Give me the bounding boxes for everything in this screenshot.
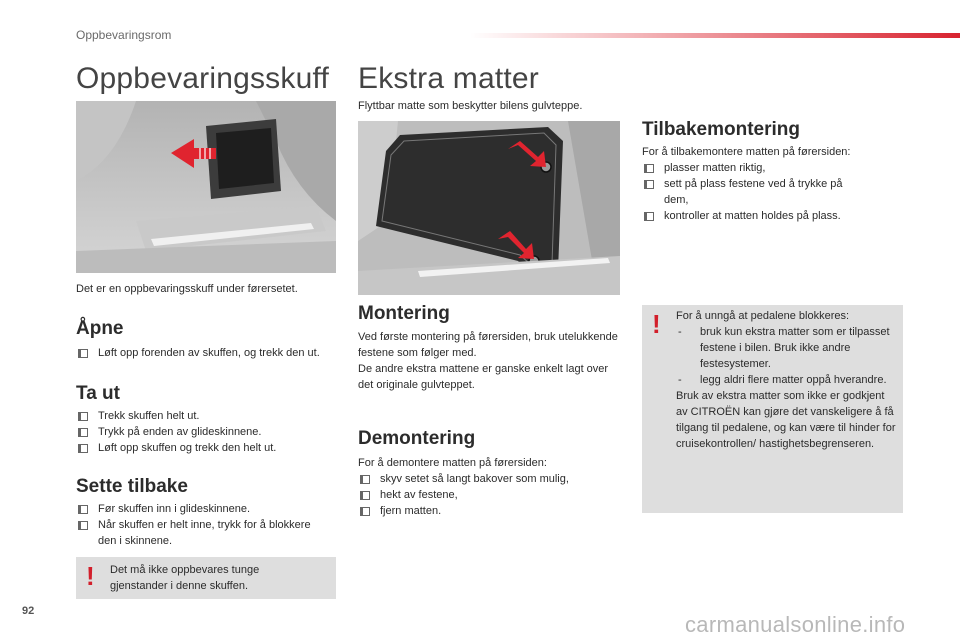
removal-intro: For å demontere matten på førersiden: [358, 457, 547, 469]
drawer-photo [76, 101, 336, 273]
remove-heading: Ta ut [76, 383, 120, 404]
section-header: Oppbevaringsrom [76, 28, 172, 42]
list-item: fjern matten. [358, 503, 623, 519]
open-heading: Åpne [76, 318, 124, 339]
pedal-warning-intro: For å unngå at pedalene blokkeres: [676, 310, 850, 322]
list-item: Før skuffen inn i glideskinnene. [76, 501, 316, 517]
pedal-warning-box [642, 305, 903, 513]
removal-heading: Demontering [358, 428, 476, 449]
open-steps [76, 345, 341, 361]
refit-heading: Sette tilbake [76, 476, 188, 497]
list-item: skyv setet så langt bakover som mulig, [358, 471, 623, 487]
list-item: Løft opp skuffen og trekk den helt ut. [76, 440, 341, 456]
drawer-photo-caption: Det er en oppbevaringsskuff under førersetet. [76, 283, 298, 295]
warning-icon: ! [86, 561, 95, 591]
list-item: hekt av festene, [358, 487, 623, 503]
warning-icon: ! [652, 309, 661, 339]
extra-mats-subtitle: Flyttbar matte som beskytter bilens gulvteppe. [358, 100, 583, 112]
fitting-paragraph-1: Ved første montering på førersiden, bruk utelukkende festene som følger med. [358, 331, 618, 359]
drawer-warning-box [76, 557, 336, 599]
refitting-heading: Tilbakemontering [642, 119, 801, 140]
page-title-extra-mats: Ekstra matter [358, 62, 539, 95]
list-item: sett på plass festene ved å trykke på dem, [642, 176, 862, 208]
refitting-steps [642, 160, 862, 224]
list-item: Trykk på enden av glideskinnene. [76, 424, 341, 440]
remove-steps [76, 408, 341, 456]
list-item: - bruk kun ekstra matter som er tilpasset festene i bilen. Bruk ikke andre festesystemer. [676, 324, 898, 372]
page-number: 92 [22, 605, 35, 617]
removal-steps [358, 471, 623, 519]
list-item: Løft opp forenden av skuffen, og trekk den ut. [76, 345, 341, 361]
list-item: - legg aldri flere matter oppå hverandre. [676, 372, 898, 388]
fitting-heading: Montering [358, 303, 450, 324]
list-item: Når skuffen er helt inne, trykk for å blokkere den i skinnene. [76, 517, 316, 549]
header-accent-bar [470, 33, 960, 38]
fitting-paragraph-2: De andre ekstra mattene er ganske enkelt lagt over det originale gulvteppet. [358, 363, 609, 391]
list-item: Trekk skuffen helt ut. [76, 408, 341, 424]
pedal-warning-outro: Bruk av ekstra matter som ikke er godkjent av CITROËN kan gjøre det vanskeligere å få tilgang til pedalene, og kan være til hinder for cruisekontrollen/ hastighetsbegrenseren. [676, 390, 896, 450]
watermark: carmanualsonline.info [685, 612, 906, 637]
list-item: plasser matten riktig, [642, 160, 862, 176]
floor-mat-photo [358, 121, 620, 295]
page-title-storage-drawer: Oppbevaringsskuff [76, 62, 329, 95]
list-item: kontroller at matten holdes på plass. [642, 208, 862, 224]
drawer-warning-text: Det må ikke oppbevares tunge gjenstander i denne skuffen. [110, 564, 260, 592]
pedal-warning-list [676, 324, 898, 388]
refitting-intro: For å tilbakemontere matten på førersiden: [642, 146, 851, 158]
pedal-warning-content [676, 308, 898, 452]
refit-steps [76, 501, 316, 549]
